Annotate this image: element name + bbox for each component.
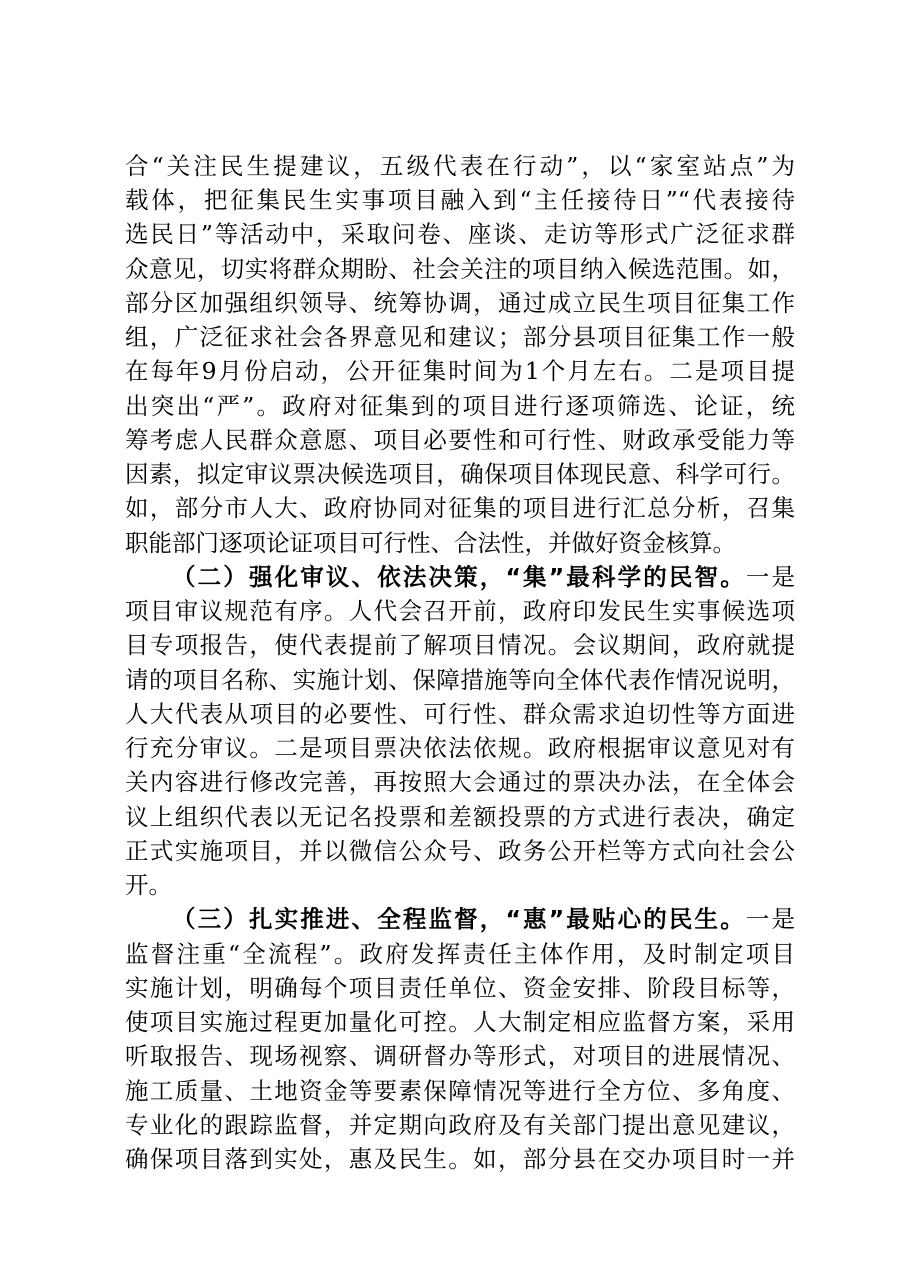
body-line: 组，广泛征求社会各界意见和建议；部分县项目征集工作一般 bbox=[125, 323, 795, 351]
body-line: 监督注重“全流程”。政府发挥责任主体作用，及时制定项目 bbox=[125, 940, 795, 968]
section-heading: （三）扎实推进、全程监督，“惠”最贴心的民生。 bbox=[172, 905, 746, 933]
body-line: 众意见，切实将群众期盼、社会关注的项目纳入候选范围。如， bbox=[125, 255, 795, 283]
body-line: 出突出“严”。政府对征集到的项目进行逐项筛选、论证，统 bbox=[125, 392, 795, 420]
body-line: 听取报告、现场视察、调研督办等形式，对项目的进展情况、 bbox=[125, 1042, 795, 1070]
body-line: 目专项报告，使代表提前了解项目情况。会议期间，政府就提 bbox=[125, 631, 795, 659]
body-line: 实施计划，明确每个项目责任单位、资金安排、阶段目标等， bbox=[125, 974, 795, 1002]
body-text: 一是 bbox=[745, 563, 796, 591]
section-heading: （二）强化审议、依法决策，“集”最科学的民智。 bbox=[172, 563, 746, 591]
section-heading-line bbox=[172, 902, 795, 936]
body-line: 职能部门逐项论证项目可行性、合法性，并做好资金核算。 bbox=[125, 529, 736, 557]
body-line: 在每年9月份启动，公开征集时间为1个月左右。二是项目提 bbox=[125, 357, 795, 385]
body-line: 议上组织代表以无记名投票和差额投票的方式进行表决，确定 bbox=[125, 803, 795, 831]
body-line: 开。 bbox=[125, 871, 172, 899]
body-line: 正式实施项目，并以微信公众号、政务公开栏等方式向社会公 bbox=[125, 837, 795, 865]
body-line: 使项目实施过程更加量化可控。人大制定相应监督方案，采用 bbox=[125, 1008, 795, 1036]
body-line: 专业化的跟踪监督，并定期向政府及有关部门提出意见建议， bbox=[125, 1111, 795, 1139]
body-line: 项目审议规范有序。人代会召开前，政府印发民生实事候选项 bbox=[125, 597, 795, 625]
body-line: 部分区加强组织领导、统筹协调，通过成立民生项目征集工作 bbox=[125, 289, 795, 317]
body-line: 施工质量、土地资金等要素保障情况等进行全方位、多角度、 bbox=[125, 1077, 795, 1105]
body-line: 筹考虑人民群众意愿、项目必要性和可行性、财政承受能力等 bbox=[125, 426, 795, 454]
body-line: 载体，把征集民生实事项目融入到“主任接待日”“代表接待 bbox=[125, 186, 795, 214]
body-line: 选民日”等活动中，采取问卷、座谈、走访等形式广泛征求群 bbox=[125, 220, 795, 248]
body-line: 确保项目落到实处，惠及民生。如，部分县在交办项目时一并 bbox=[125, 1145, 795, 1173]
body-line: 行充分审议。二是项目票决依法依规。政府根据审议意见对有 bbox=[125, 734, 795, 762]
body-line: 如，部分市人大、政府协同对征集的项目进行汇总分析，召集 bbox=[125, 494, 795, 522]
body-line: 人大代表从项目的必要性、可行性、群众需求迫切性等方面进 bbox=[125, 700, 795, 728]
section-heading-line bbox=[172, 560, 795, 594]
body-text: 一是 bbox=[745, 905, 796, 933]
body-line: 因素，拟定审议票决候选项目，确保项目体现民意、科学可行。 bbox=[125, 460, 795, 488]
body-line: 合“关注民生提建议，五级代表在行动”，以“家室站点”为 bbox=[125, 152, 795, 180]
body-line: 请的项目名称、实施计划、保障措施等向全体代表作情况说明， bbox=[125, 666, 795, 694]
body-line: 关内容进行修改完善，再按照大会通过的票决办法，在全体会 bbox=[125, 768, 795, 796]
